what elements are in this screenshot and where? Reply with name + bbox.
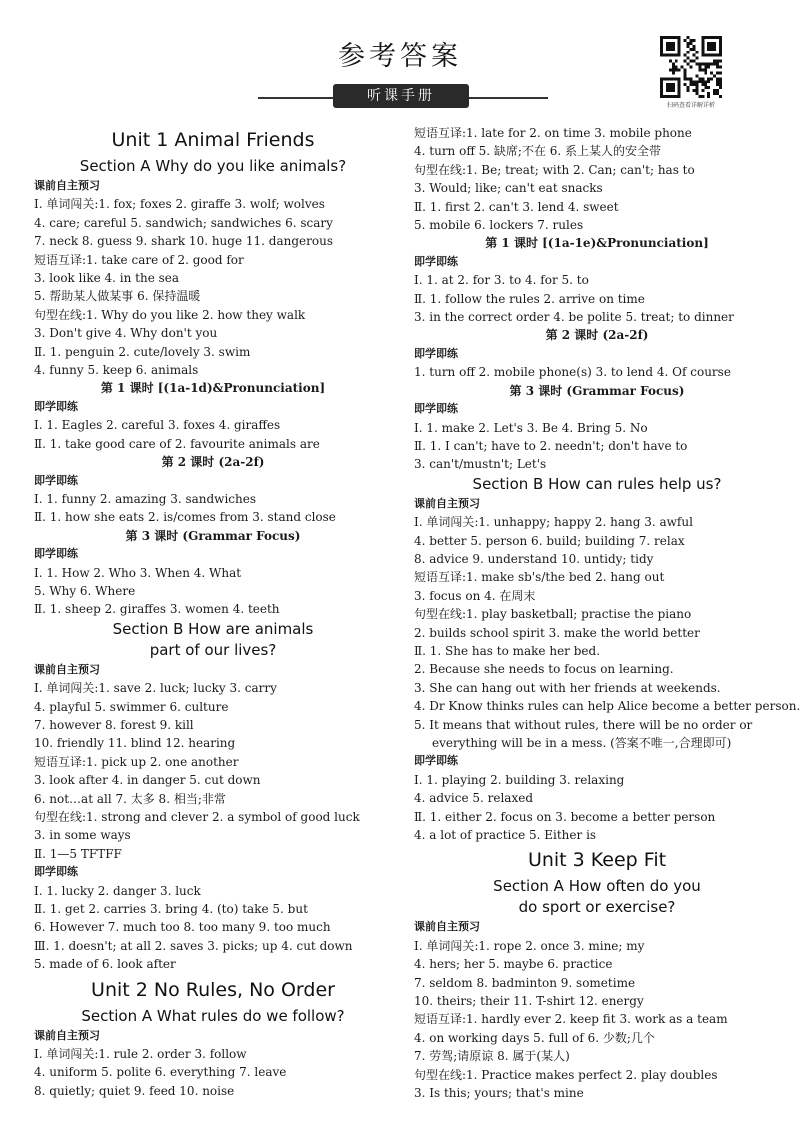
answer-line: 7. however 8. forest 9. kill — [34, 717, 194, 732]
answer-line: 句型在线:1. play basketball; practise the piano — [414, 607, 692, 622]
answer-line: 4. funny 5. keep 6. animals — [34, 363, 199, 378]
subsection-label: 即学即练 — [414, 754, 458, 768]
answer-line: Ⅱ. 1. penguin 2. cute/lovely 3. swim — [34, 344, 251, 359]
answer-line: 4. advice 5. relaxed — [414, 791, 533, 806]
answer-line: Ⅰ. 单词闯关:1. rule 2. order 3. follow — [34, 1047, 247, 1062]
section-banner: 听课手册 — [333, 84, 469, 108]
answer-line: 短语互译:1. hardly ever 2. keep fit 3. work as a team — [414, 1012, 728, 1027]
answer-line: Ⅱ. 1. I can't; have to 2. needn't; don't have to — [414, 438, 688, 453]
section-heading: Section B How can rules help us? — [472, 474, 722, 493]
answer-line: Ⅰ. 1. Eagles 2. careful 3. foxes 4. giraffes — [34, 418, 281, 433]
unit-heading: Unit 2 No Rules, No Order — [91, 978, 335, 1001]
unit-heading: Unit 3 Keep Fit — [527, 849, 667, 872]
subsection-label: 课前自主预习 — [34, 662, 100, 676]
answer-line: 5. mobile 6. lockers 7. rules — [414, 218, 584, 233]
answer-line: 3. Would; like; can't eat snacks — [414, 181, 603, 196]
answer-line: Ⅰ. 1. playing 2. building 3. relaxing — [414, 772, 625, 787]
left-column — [34, 124, 392, 1100]
answer-line: Ⅰ. 单词闯关:1. rope 2. once 3. mine; my — [414, 938, 645, 953]
answer-line: Ⅱ. 1. follow the rules 2. arrive on time — [414, 291, 645, 306]
lesson-heading: 第 1 课时 [(1a-1d)&Pronunciation] — [100, 381, 326, 396]
qr-code-icon[interactable] — [660, 36, 722, 98]
answer-line: Ⅱ. 1. take good care of 2. favourite animals are — [34, 436, 320, 451]
answer-line: 4. a lot of practice 5. Either is — [414, 828, 597, 843]
answer-line: 5. made of 6. look after — [34, 957, 176, 972]
section-heading: Section A How often do you — [493, 877, 701, 896]
answer-line: 7. neck 8. guess 9. shark 10. huge 11. dangerous — [34, 234, 333, 249]
answer-line: 3. Don't give 4. Why don't you — [34, 326, 218, 341]
lesson-heading: 第 2 课时 (2a-2f) — [545, 328, 649, 343]
subsection-label: 课前自主预习 — [34, 1028, 100, 1042]
answer-line: 6. However 7. much too 8. too many 9. too much — [34, 920, 331, 935]
answer-line: 短语互译:1. take care of 2. good for — [34, 252, 244, 267]
answer-line: Ⅱ. 1. either 2. focus on 3. become a better person — [414, 809, 716, 824]
answer-line: 8. advice 9. understand 10. untidy; tidy — [414, 551, 654, 566]
answer-line: 7. 劳驾;请原谅 8. 属于(某人) — [414, 1049, 570, 1064]
answer-line: Ⅱ. 1. get 2. carries 3. bring 4. (to) take 5. but — [34, 902, 308, 917]
answer-line: 8. quietly; quiet 9. feed 10. noise — [34, 1083, 235, 1098]
section-heading: do sport or exercise? — [518, 898, 676, 917]
subsection-label: 即学即练 — [34, 865, 78, 879]
answer-line: Ⅰ. 1. at 2. for 3. to 4. for 5. to — [414, 273, 589, 288]
answer-line: 5. 帮助某人做某事 6. 保持温暖 — [34, 289, 201, 304]
section-heading: Section A Why do you like animals? — [79, 157, 347, 175]
answer-line: 1. turn off 2. mobile phone(s) 3. to lend 4. Of course — [414, 365, 731, 380]
answer-line: Ⅰ. 1. funny 2. amazing 3. sandwiches — [34, 491, 256, 506]
answer-line: 短语互译:1. late for 2. on time 3. mobile phone — [414, 126, 692, 140]
answer-line: 3. She can hang out with her friends at weekends. — [414, 680, 721, 695]
subsection-label: 即学即练 — [34, 473, 78, 487]
answer-line: Ⅰ. 单词闯关:1. unhappy; happy 2. hang 3. awful — [414, 515, 693, 530]
answer-line: 7. seldom 8. badminton 9. sometime — [414, 975, 636, 990]
section-heading: part of our lives? — [149, 640, 277, 659]
subsection-label: 即学即练 — [414, 346, 458, 360]
answer-line: 4. hers; her 5. maybe 6. practice — [414, 957, 613, 972]
answer-line: 句型在线:1. Practice makes perfect 2. play doubles — [414, 1067, 718, 1082]
subsection-label: 课前自主预习 — [34, 179, 100, 192]
unit-heading: Unit 1 Animal Friends — [111, 129, 315, 151]
right-column — [414, 124, 800, 1103]
answer-line: Ⅱ. 1. She has to make her bed. — [414, 643, 601, 658]
answer-line: 3. look after 4. in danger 5. cut down — [34, 773, 261, 788]
answer-line: 4. Dr Know thinks rules can help Alice become a better person. — [414, 699, 800, 714]
answer-line: Ⅰ. 1. lucky 2. danger 3. luck — [34, 883, 201, 898]
answer-line: Ⅱ. 1. how she eats 2. is/comes from 3. stand close — [34, 510, 336, 525]
answer-line: Ⅱ. 1—5 TFTFF — [34, 846, 122, 861]
subsection-label: 即学即练 — [414, 402, 458, 416]
answer-line: 10. friendly 11. blind 12. hearing — [34, 736, 236, 751]
subsection-label: 即学即练 — [34, 399, 78, 413]
lesson-heading: 第 2 课时 (2a-2f) — [161, 455, 265, 470]
answer-line: 3. can't/mustn't; Let's — [414, 457, 547, 472]
subsection-label: 课前自主预习 — [414, 920, 480, 934]
answer-line: Ⅱ. 1. first 2. can't 3. lend 4. sweet — [414, 199, 619, 214]
subsection-label: 即学即练 — [34, 547, 78, 561]
answer-line: 短语互译:1. make sb's/the bed 2. hang out — [414, 570, 665, 585]
answer-line: 4. on working days 5. full of 6. 少数;几个 — [414, 1030, 655, 1045]
subsection-label: 课前自主预习 — [414, 496, 480, 510]
answer-line: 5. Why 6. Where — [34, 583, 136, 598]
answer-line: Ⅱ. 1. sheep 2. giraffes 3. women 4. teeth — [34, 602, 280, 617]
answer-line: Ⅰ. 1. make 2. Let's 3. Be 4. Bring 5. No — [414, 420, 648, 435]
answer-line: Ⅰ. 单词闯关:1. fox; foxes 2. giraffe 3. wolf; wolves — [34, 197, 325, 212]
answer-line: 3. in some ways — [34, 828, 131, 843]
lesson-heading: 第 1 课时 [(1a-1e)&Pronunciation] — [485, 236, 709, 251]
subsection-label: 即学即练 — [414, 254, 458, 268]
answer-line: 3. Is this; yours; that's mine — [414, 1086, 584, 1101]
answer-line: 2. Because she needs to focus on learning. — [414, 662, 674, 677]
answer-line: Ⅰ. 1. How 2. Who 3. When 4. What — [34, 565, 242, 580]
answer-line: 4. playful 5. swimmer 6. culture — [34, 699, 229, 714]
section-heading: Section B How are animals — [112, 619, 314, 638]
answer-line: 4. care; careful 5. sandwich; sandwiches 6. scary — [34, 215, 333, 230]
answer-line: 句型在线:1. strong and clever 2. a symbol of good luck — [34, 810, 360, 824]
answer-line: 4. turn off 5. 缺席;不在 6. 系上某人的安全带 — [414, 144, 662, 159]
page-header — [0, 0, 800, 118]
answer-line: 3. focus on 4. 在周末 — [414, 588, 536, 603]
answer-line: 5. It means that without rules, there will be no order or everything will be in a mess. (答案不唯一,合理即可) — [414, 717, 753, 750]
answer-line: 短语互译:1. pick up 2. one another — [34, 754, 239, 769]
answer-line: 6. not…at all 7. 太多 8. 相当;非常 — [34, 791, 226, 806]
answer-line: 句型在线:1. Why do you like 2. how they walk — [34, 307, 306, 322]
lesson-heading: 第 3 课时 (Grammar Focus) — [125, 528, 301, 543]
answer-line: Ⅲ. 1. doesn't; at all 2. saves 3. picks; up 4. cut down — [34, 938, 353, 953]
answer-line: 句型在线:1. Be; treat; with 2. Can; can't; has to — [414, 162, 695, 177]
answer-line: Ⅰ. 单词闯关:1. save 2. luck; lucky 3. carry — [34, 681, 277, 696]
answer-line: 3. in the correct order 4. be polite 5. treat; to dinner — [414, 310, 734, 325]
answer-line: 10. theirs; their 11. T-shirt 12. energy — [414, 994, 644, 1009]
section-heading: Section A What rules do we follow? — [81, 1006, 345, 1025]
answer-line: 4. better 5. person 6. build; building 7. relax — [414, 533, 685, 548]
answer-line: 2. builds school spirit 3. make the world better — [414, 625, 700, 640]
qr-caption: 扫码查看详解详析 — [666, 102, 715, 109]
page-title: 参考答案 — [338, 41, 462, 72]
lesson-heading: 第 3 课时 (Grammar Focus) — [509, 383, 685, 398]
answer-line: 4. uniform 5. polite 6. everything 7. leave — [34, 1065, 287, 1080]
answer-line: 3. look like 4. in the sea — [34, 271, 180, 286]
